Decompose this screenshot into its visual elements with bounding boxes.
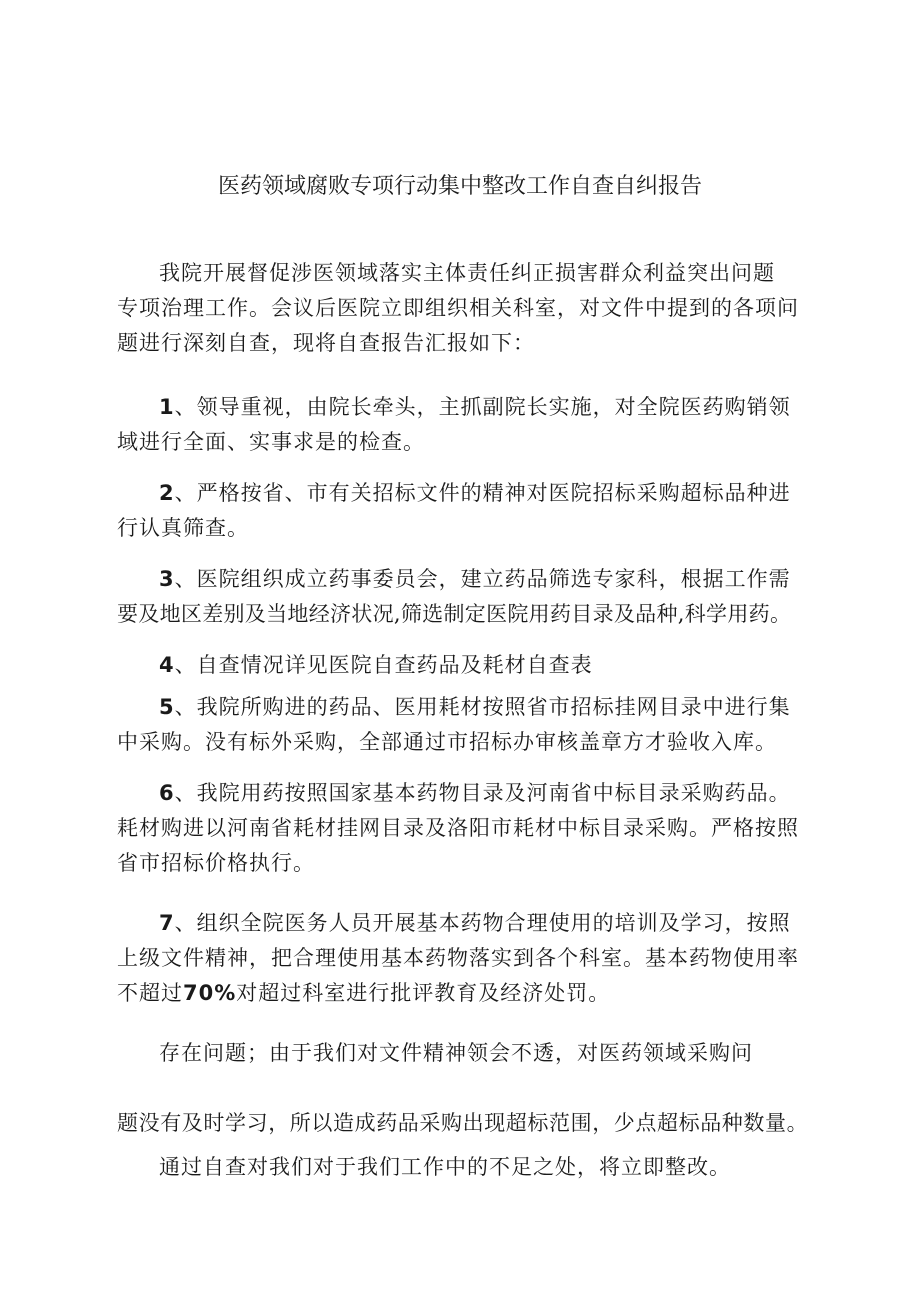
intro-line: 我院开展督促涉医领域落实主体责任纠正损害群众利益突出问题 — [159, 261, 775, 285]
intro-paragraph — [117, 256, 857, 361]
closing-paragraph: 通过自查对我们对于我们工作中的不足之处，将立即整改。 — [159, 1155, 731, 1179]
item-text: 不超过 — [117, 981, 183, 1005]
item-text: 对超过科室进行批评教育及经济处罚。 — [236, 981, 611, 1005]
item-text: 、组织全院医务人员开展基本药物合理使用的培训及学习，按照 — [174, 911, 791, 935]
item-6 — [117, 776, 857, 881]
item-7 — [117, 906, 857, 1011]
item-number: 5 — [159, 695, 175, 719]
item-text: 、严格按省、市有关招标文件的精神对医院招标采购超标品种进 — [174, 481, 791, 505]
item-text: 、领导重视，由院长牵头，主抓副院长实施，对全院医药购销领 — [174, 395, 791, 419]
item-text: 域进行全面、实事求是的检查。 — [117, 430, 425, 454]
item-text: 要及地区差别及当地经济状况,筛选制定医院用药目录及品种,科学用药。 — [117, 602, 792, 626]
intro-line: 专项治理工作。会议后医院立即组织相关科室，对文件中提到的各项问 — [117, 296, 799, 320]
item-text: 、我院用药按照国家基本药物目录及河南省中标目录采购药品。 — [174, 781, 791, 805]
item-text: 省市招标价格执行。 — [117, 851, 315, 875]
item-text: 耗材购进以河南省耗材挂网目录及洛阳市耗材中标目录采购。严格按照 — [117, 816, 799, 840]
item-5 — [117, 690, 857, 760]
item-number: 1 — [159, 395, 175, 419]
item-text: 、我院所购进的药品、医用耗材按照省市招标挂网目录中进行集 — [174, 695, 791, 719]
item-number: 6 — [159, 781, 175, 805]
item-number: 2 — [159, 481, 175, 505]
document-title: 医药领域腐败专项行动集中整改工作自查自纠报告 — [217, 174, 702, 199]
item-text: 上级文件精神，把合理使用基本药物落实到各个科室。基本药物使用率 — [117, 946, 799, 970]
problems-line-2: 题没有及时学习，所以造成药品采购出现超标范围，少点超标品种数量。 — [117, 1111, 809, 1135]
item-1 — [117, 390, 857, 460]
item-number: 7 — [159, 911, 175, 935]
item-number: 3 — [159, 567, 175, 591]
item-text: 、自查情况详见医院自查药品及耗材自查表 — [174, 653, 593, 677]
item-number: 4 — [159, 653, 175, 677]
intro-line: 题进行深刻自查，现将自查报告汇报如下： — [117, 331, 535, 355]
item-2 — [117, 476, 857, 546]
problems-line-1: 存在问题；由于我们对文件精神领会不透，对医药领域采购问 — [159, 1041, 753, 1065]
percentage-value: 70% — [183, 981, 237, 1005]
item-3 — [117, 562, 857, 632]
item-text: 行认真筛查。 — [117, 516, 249, 540]
item-text: 中采购。没有标外采购，全部通过市招标办审核盖章方才验收入库。 — [117, 730, 777, 754]
item-text: 、医院组织成立药事委员会，建立药品筛选专家科，根据工作需 — [174, 567, 791, 591]
item-4 — [117, 648, 857, 683]
